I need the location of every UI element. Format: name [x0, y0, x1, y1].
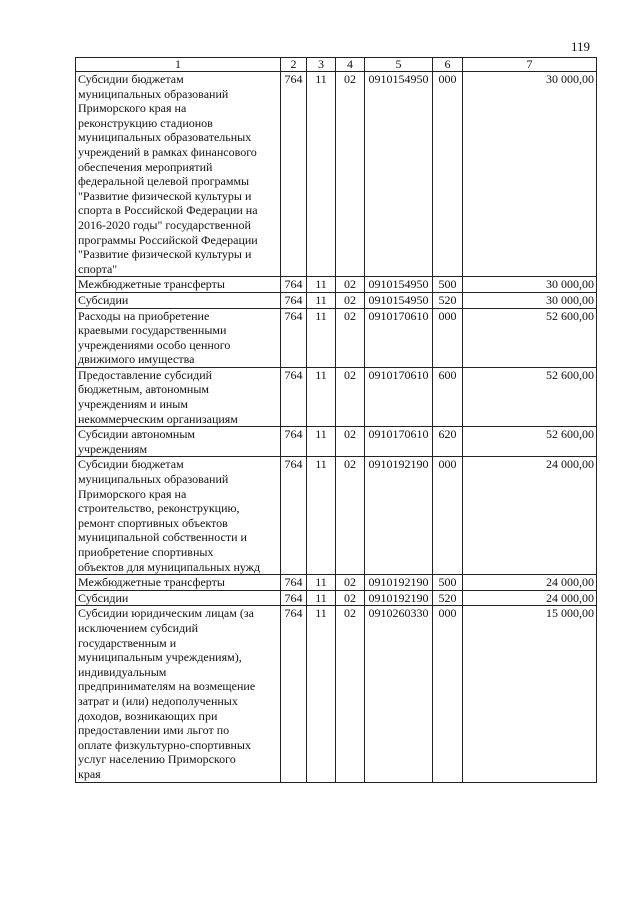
column-header: 2: [281, 58, 307, 72]
expense-type-cell: 620: [433, 427, 463, 457]
table-row: [76, 575, 597, 591]
expense-type-cell: 000: [433, 308, 463, 367]
section-cell: 11: [307, 575, 336, 591]
column-header: 4: [336, 58, 365, 72]
amount-cell: 24 000,00: [463, 457, 597, 575]
target-item-cell: 0910192190: [365, 575, 433, 591]
admin-code-cell: 764: [281, 606, 307, 782]
section-cell: 11: [307, 457, 336, 575]
expense-type-cell: 520: [433, 292, 463, 308]
table-row: [76, 457, 597, 575]
section-cell: 11: [307, 72, 336, 277]
target-item-cell: 0910192190: [365, 457, 433, 575]
row-name-cell: Межбюджетные трансферты: [76, 277, 281, 293]
admin-code-cell: 764: [281, 292, 307, 308]
amount-cell: 52 600,00: [463, 308, 597, 367]
target-item-cell: 0910170610: [365, 308, 433, 367]
subsection-cell: 02: [336, 292, 365, 308]
admin-code-cell: 764: [281, 457, 307, 575]
table-row: [76, 292, 597, 308]
amount-cell: 30 000,00: [463, 292, 597, 308]
expense-type-cell: 500: [433, 575, 463, 591]
column-header: 1: [76, 58, 281, 72]
section-cell: 11: [307, 427, 336, 457]
target-item-cell: 0910170610: [365, 367, 433, 426]
section-cell: 11: [307, 606, 336, 782]
row-name-cell: Межбюджетные трансферты: [76, 575, 281, 591]
amount-cell: 24 000,00: [463, 575, 597, 591]
expense-type-cell: 520: [433, 590, 463, 606]
admin-code-cell: 764: [281, 590, 307, 606]
amount-cell: 24 000,00: [463, 590, 597, 606]
column-header: 3: [307, 58, 336, 72]
expense-type-cell: 000: [433, 606, 463, 782]
section-cell: 11: [307, 292, 336, 308]
row-name-cell: Субсидии юридическим лицам (за исключением субсидий государственным и муниципальным учреждениям), индивидуальным предпринимателям на возмещение затрат и (или) недополученных доходов, возникающих при предоставлении ими льгот по оплате физкультурно-спортивных услуг населению Приморского края: [76, 606, 281, 782]
section-cell: 11: [307, 308, 336, 367]
target-item-cell: 0910154950: [365, 277, 433, 293]
subsection-cell: 02: [336, 277, 365, 293]
section-cell: 11: [307, 367, 336, 426]
amount-cell: 30 000,00: [463, 72, 597, 277]
amount-cell: 15 000,00: [463, 606, 597, 782]
column-header: 5: [365, 58, 433, 72]
column-header: 6: [433, 58, 463, 72]
column-header: 7: [463, 58, 597, 72]
header-row: [76, 58, 597, 72]
table-row: [76, 606, 597, 782]
target-item-cell: 0910154950: [365, 72, 433, 277]
row-name-cell: Субсидии: [76, 590, 281, 606]
target-item-cell: 0910170610: [365, 427, 433, 457]
table-row: [76, 367, 597, 426]
expense-type-cell: 500: [433, 277, 463, 293]
section-cell: 11: [307, 277, 336, 293]
expense-type-cell: 000: [433, 457, 463, 575]
table-row: [76, 590, 597, 606]
subsection-cell: 02: [336, 606, 365, 782]
row-name-cell: Субсидии: [76, 292, 281, 308]
target-item-cell: 0910192190: [365, 590, 433, 606]
target-item-cell: 0910260330: [365, 606, 433, 782]
target-item-cell: 0910154950: [365, 292, 433, 308]
table-row: [76, 427, 597, 457]
amount-cell: 30 000,00: [463, 277, 597, 293]
row-name-cell: Субсидии бюджетам муниципальных образований Приморского края на строительство, реконструкцию, ремонт спортивных объектов муниципальной собственности и приобретение спортивных объектов для муниципальных нужд: [76, 457, 281, 575]
expense-type-cell: 600: [433, 367, 463, 426]
admin-code-cell: 764: [281, 367, 307, 426]
admin-code-cell: 764: [281, 575, 307, 591]
amount-cell: 52 600,00: [463, 367, 597, 426]
subsection-cell: 02: [336, 427, 365, 457]
page-number: 119: [571, 39, 591, 54]
subsection-cell: 02: [336, 72, 365, 277]
row-name-cell: Расходы на приобретение краевыми государственными учреждениями особо ценного движимого имущества: [76, 308, 281, 367]
admin-code-cell: 764: [281, 277, 307, 293]
admin-code-cell: 764: [281, 72, 307, 277]
table-row: [76, 308, 597, 367]
subsection-cell: 02: [336, 367, 365, 426]
table-row: [76, 72, 597, 277]
subsection-cell: 02: [336, 308, 365, 367]
row-name-cell: Субсидии автономным учреждениям: [76, 427, 281, 457]
row-name-cell: Субсидии бюджетам муниципальных образований Приморского края на реконструкцию стадионов муниципальных образовательных учреждений в рамках финансового обеспечения мероприятий федеральной целевой программы "Развитие физической культуры и спорта в Российской Федерации на 2016-2020 годы" государственной программы Российской Федерации "Развитие физической культуры и спорта": [76, 72, 281, 277]
subsection-cell: 02: [336, 590, 365, 606]
expense-type-cell: 000: [433, 72, 463, 277]
table-row: [76, 277, 597, 293]
admin-code-cell: 764: [281, 427, 307, 457]
row-name-cell: Предоставление субсидий бюджетным, автономным учреждениям и иным некоммерческим организациям: [76, 367, 281, 426]
admin-code-cell: 764: [281, 308, 307, 367]
budget-table: [75, 57, 597, 783]
section-cell: 11: [307, 590, 336, 606]
amount-cell: 52 600,00: [463, 427, 597, 457]
subsection-cell: 02: [336, 457, 365, 575]
subsection-cell: 02: [336, 575, 365, 591]
